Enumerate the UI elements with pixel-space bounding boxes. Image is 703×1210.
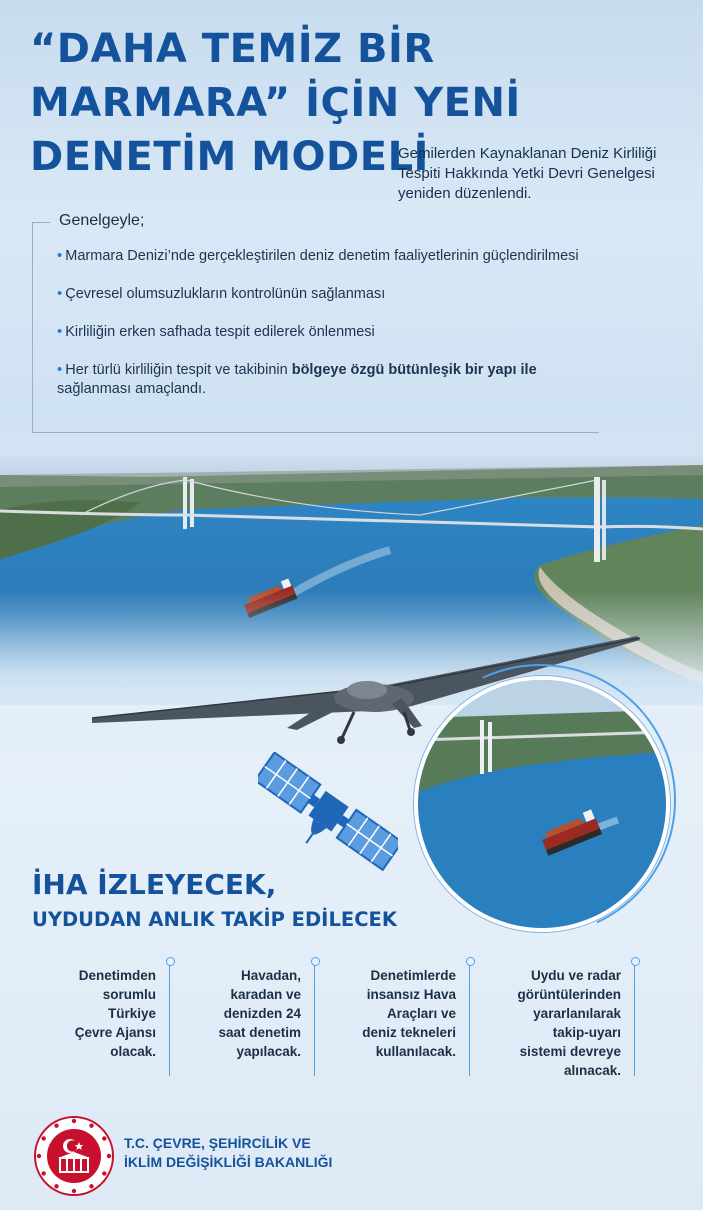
intro-box bbox=[32, 212, 599, 433]
bullet-item: • Her türlü kirliliğin tespit ve takibinin bölgeye özgü bütünleşik bir yapı ile sağlanması amaçlandı. bbox=[57, 361, 537, 397]
fact-item bbox=[470, 958, 635, 1083]
title-line-1: “DAHA TEMİZ BİR bbox=[30, 26, 435, 72]
subtitle: Gemilerden Kaynaklanan Deniz Kirliliği Tespiti Hakkında Yetki Devri Genelgesi yeniden düzenlendi. bbox=[398, 145, 657, 202]
fact-text: Havadan, karadan ve denizden 24 saat denetim yapılacak. bbox=[218, 968, 301, 1059]
fact-columns bbox=[30, 958, 680, 1088]
title-line-3: DENETİM MODELİ bbox=[30, 134, 429, 180]
ministry-logo bbox=[34, 1116, 114, 1196]
fact-item bbox=[315, 958, 470, 1083]
intro-lead: Genelgeyle; bbox=[59, 212, 145, 229]
headline-line-1: İHA İZLEYECEK, bbox=[32, 868, 277, 901]
fact-item bbox=[30, 958, 170, 1083]
bullet-dot-icon: • bbox=[57, 247, 63, 264]
bullet-item: • Marmara Denizi’nde gerçekleştirilen deniz denetim faaliyetlerinin güçlendirilmesi bbox=[57, 247, 579, 264]
bullet-dot-icon: • bbox=[57, 361, 63, 378]
fact-node-icon bbox=[631, 957, 640, 966]
bullet-dot-icon: • bbox=[57, 323, 63, 340]
fact-text: Denetimlerde insansız Hava Araçları ve deniz tekneleri kullanılacak. bbox=[362, 968, 456, 1059]
satellite-icon bbox=[258, 752, 398, 882]
ministry-line-2: İKLİM DEĞİŞİKLİĞİ BAKANLIĞI bbox=[124, 1154, 333, 1170]
headline-line-2: UYDUDAN ANLIK TAKİP EDİLECEK bbox=[32, 908, 397, 931]
bullet-dot-icon: • bbox=[57, 285, 63, 302]
bullet-item: • Kirliliğin erken safhada tespit edilerek önlenmesi bbox=[57, 323, 375, 340]
fact-divider bbox=[634, 964, 635, 1076]
bullet-item: • Çevresel olumsuzlukların kontrolünün sağlanması bbox=[57, 285, 386, 302]
fact-text: Uydu ve radar görüntülerinden yararlanılarak takip-uyarı sistemi devreye alınacak. bbox=[517, 968, 621, 1078]
circle-photo bbox=[414, 676, 670, 932]
bullet-list bbox=[57, 246, 597, 417]
ship-closeup-illustration bbox=[418, 680, 666, 928]
ministry-name bbox=[124, 1134, 332, 1172]
fact-item bbox=[170, 958, 315, 1083]
fact-text: Denetimden sorumlu Türkiye Çevre Ajansı olacak. bbox=[74, 968, 156, 1059]
ministry-line-1: T.C. ÇEVRE, ŞEHİRCİLİK VE bbox=[124, 1135, 311, 1151]
title-line-2: MARMARA” İÇİN YENİ bbox=[30, 80, 521, 126]
